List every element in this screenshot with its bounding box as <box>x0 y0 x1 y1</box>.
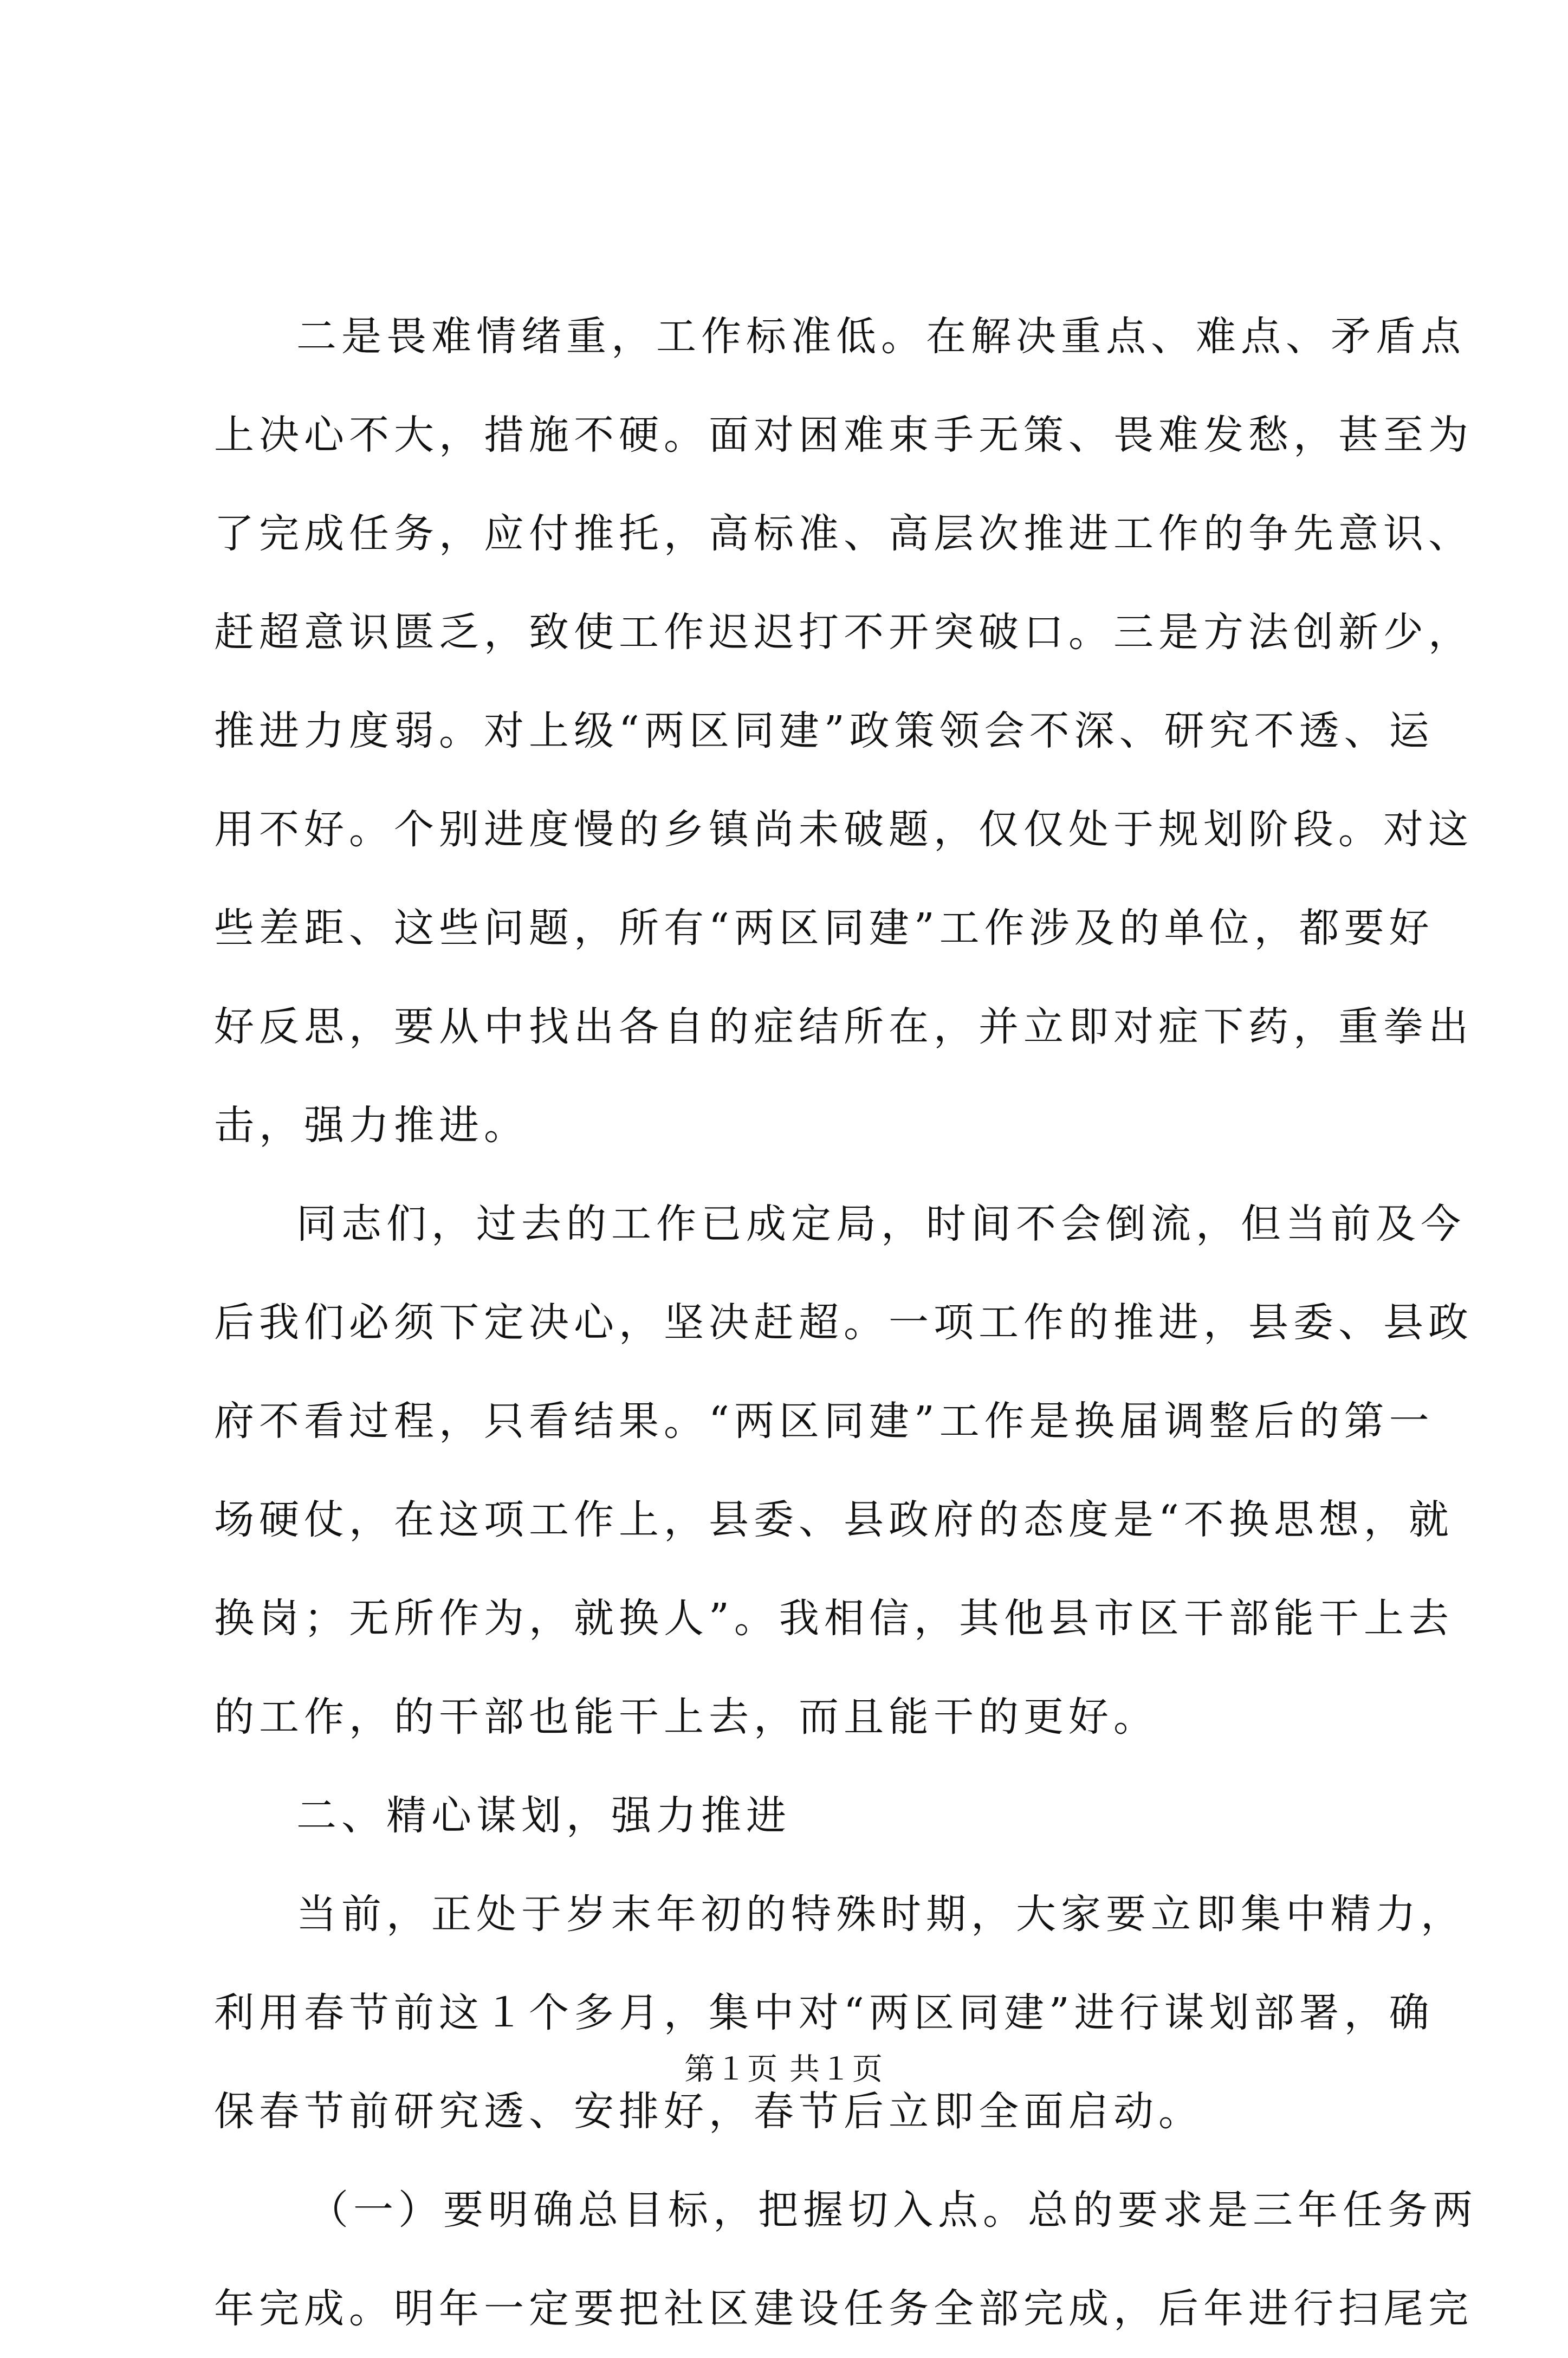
text-line: 上决心不大，措施不硬。面对困难束手无策、畏难发愁，甚至为 <box>214 412 1473 458</box>
text-line: 同志们，过去的工作已成定局，时间不会倒流，但当前及今 <box>296 1201 1466 1247</box>
text-line: 了完成任务，应付推托，高标准、高层次推进工作的争先意识、 <box>214 510 1473 557</box>
text-line: 赶超意识匮乏，致使工作迟迟打不开突破口。三是方法创新少， <box>214 609 1473 656</box>
section-heading: 二、精心谋划，强力推进 <box>296 1792 791 1839</box>
page-number-footer: 第１页 共１页 <box>684 2052 884 2087</box>
text-line: 年完成。明年一定要把社区建设任务全部完成，后年进行扫尾完 <box>214 2285 1473 2332</box>
text-line: 当前，正处于岁末年初的特殊时期，大家要立即集中精力， <box>296 1891 1466 1938</box>
text-line: 些差距、这些问题，所有“两区同建”工作涉及的单位，都要好 <box>214 905 1434 951</box>
text-line: 用不好。个别进度慢的乡镇尚未破题，仅仅处于规划阶段。对这 <box>214 806 1473 853</box>
text-line: 好反思，要从中找出各自的症结所在，并立即对症下药，重拳出 <box>214 1003 1473 1050</box>
text-line: 二是畏难情绪重，工作标准低。在解决重点、难点、矛盾点 <box>296 313 1466 360</box>
text-line: 的工作，的干部也能干上去，而且能干的更好。 <box>214 1694 1158 1740</box>
text-line: 利用春节前这１个多月，集中对“两区同建”进行谋划部署，确 <box>214 1990 1434 2036</box>
text-line: 府不看过程，只看结果。“两区同建”工作是换届调整后的第一 <box>214 1398 1434 1444</box>
text-line: （一）要明确总目标，把握切入点。总的要求是三年任务两 <box>308 2187 1478 2233</box>
text-line: 后我们必须下定决心，坚决赶超。一项工作的推进，县委、县政 <box>214 1299 1473 1346</box>
text-line: 保春节前研究透、安排好，春节后立即全面启动。 <box>214 2088 1203 2135</box>
text-line: 推进力度弱。对上级“两区同建”政策领会不深、研究不透、运 <box>214 708 1434 754</box>
text-line: 击，强力推进。 <box>214 1102 529 1149</box>
text-line: 换岗；无所作为，就换人”。我相信，其他县市区干部能干上去 <box>214 1595 1454 1642</box>
text-line: 场硬仗，在这项工作上，县委、县政府的态度是“不换思想，就 <box>214 1497 1454 1543</box>
